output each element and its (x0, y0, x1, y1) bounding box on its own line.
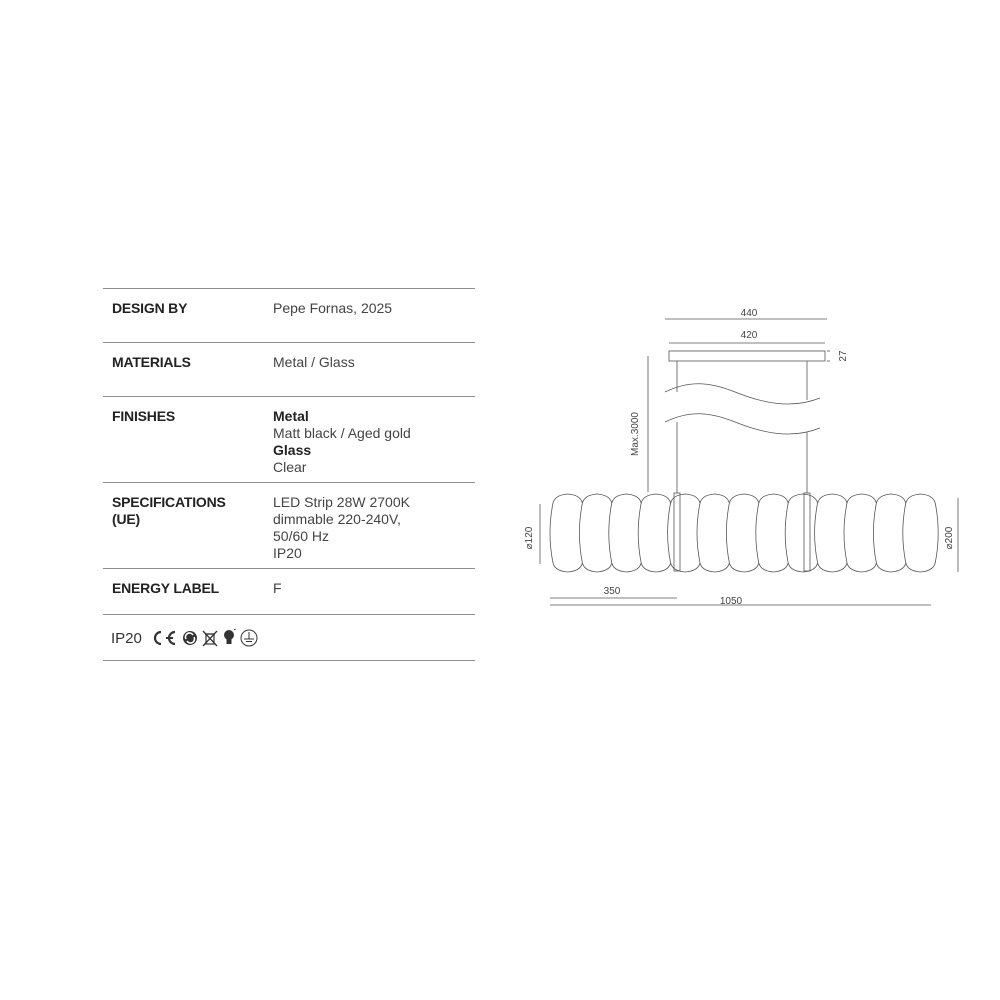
spec-value (273, 408, 411, 476)
spec-line: 50/60 Hz (273, 528, 330, 544)
finish-line: Metal (273, 408, 309, 424)
glass-segment (903, 494, 935, 572)
weee-bin-icon (202, 630, 218, 647)
glass-segment (815, 494, 847, 572)
certification-icons (111, 628, 258, 648)
glass-segment (609, 494, 641, 572)
spec-row-specifications (103, 482, 475, 568)
finish-line: Matt black / Aged gold (273, 425, 411, 441)
connector-left (674, 493, 680, 571)
ip-rating: IP20 (111, 629, 142, 647)
glass-segment (726, 494, 758, 572)
dim-label-440: 440 (740, 308, 758, 319)
spec-row-materials (103, 342, 475, 396)
canopy (669, 351, 825, 361)
spec-label: SPECIFICATIONS (UE) (112, 494, 226, 527)
glass-segment (785, 494, 817, 572)
glass-segment (873, 494, 905, 572)
spec-label: DESIGN BY (112, 300, 188, 316)
finish-line: Glass (273, 442, 312, 458)
dimmable-icon (240, 629, 258, 647)
technical-drawing (524, 300, 955, 620)
spec-row-energy (103, 568, 475, 614)
spec-line: dimmable 220-240V, (273, 511, 401, 527)
spec-table (103, 288, 475, 661)
glass-segment (550, 494, 582, 572)
glass-segment (579, 494, 611, 572)
glass-segment (697, 494, 729, 572)
spec-label: FINISHES (112, 408, 175, 424)
glass-segment (756, 494, 788, 572)
spec-value (273, 494, 410, 562)
glass-body (550, 494, 938, 572)
break-wave-top (665, 384, 820, 404)
drawing-lines (540, 319, 958, 605)
dim-label-120: ⌀120 (524, 526, 535, 550)
glass-segment (638, 494, 670, 572)
spec-value: Metal / Glass (273, 354, 355, 370)
spec-line: LED Strip 28W 2700K (273, 494, 410, 510)
break-wave-bottom (665, 414, 820, 434)
bulb-icon (222, 629, 236, 647)
spec-row-design (103, 288, 475, 342)
dim-label-1050: 1050 (719, 596, 743, 607)
finish-line: Clear (273, 459, 307, 475)
glass-segment (844, 494, 876, 572)
dim-label-420: 420 (740, 330, 758, 341)
glass-segment (935, 503, 938, 563)
glass-segment (668, 494, 700, 572)
dim-label-200: ⌀200 (944, 526, 955, 550)
dim-label-27: 27 (838, 350, 849, 362)
spec-line: IP20 (273, 545, 302, 561)
spec-label: MATERIALS (112, 354, 191, 370)
dim-label-max3000: Max.3000 (630, 412, 641, 456)
recycle-icon (182, 630, 198, 646)
dim-label-350: 350 (603, 586, 621, 597)
spec-value: F (273, 580, 282, 596)
ce-mark-icon (150, 630, 178, 646)
spec-row-finishes (103, 396, 475, 482)
spec-value: Pepe Fornas, 2025 (273, 300, 393, 316)
spec-label: ENERGY LABEL (112, 580, 220, 596)
certification-row (103, 614, 475, 661)
connector-right (804, 493, 810, 571)
